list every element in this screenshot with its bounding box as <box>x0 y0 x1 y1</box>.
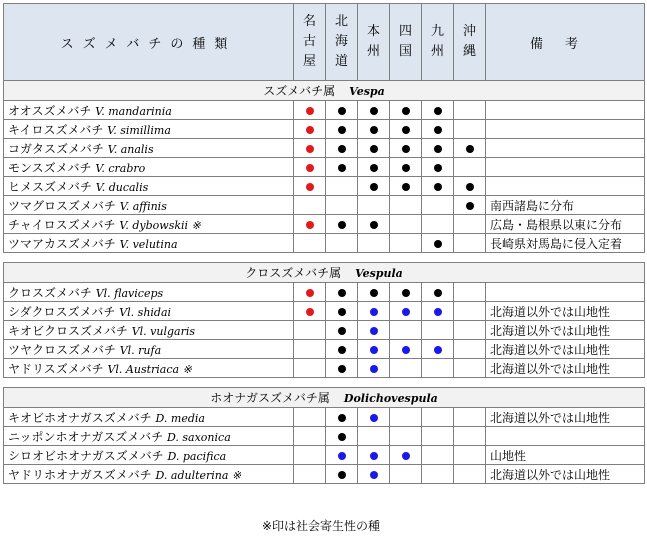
distribution-dot <box>434 107 442 115</box>
distribution-cell <box>390 465 422 484</box>
column-title-species: スズメバチの種類 <box>4 4 294 81</box>
distribution-cell <box>390 446 422 465</box>
distribution-cell <box>294 359 326 378</box>
distribution-cell <box>422 302 454 321</box>
distribution-cell <box>422 158 454 177</box>
species-name: シダクロスズメバチ <box>8 304 120 319</box>
distribution-dot <box>370 365 378 373</box>
distribution-dot <box>434 183 442 191</box>
distribution-cell <box>454 321 486 340</box>
distribution-dot <box>338 164 346 172</box>
genus-latin: Vespa <box>349 85 385 98</box>
genus-latin: Dolichovespula <box>343 392 438 405</box>
distribution-dot <box>306 145 314 153</box>
species-name: キオビホオナガスズメバチ <box>8 410 156 425</box>
distribution-dot <box>434 126 442 134</box>
distribution-cell <box>326 465 358 484</box>
remark-cell: 山地性 <box>486 446 645 465</box>
distribution-cell <box>358 427 390 446</box>
distribution-dot <box>370 327 378 335</box>
species-row <box>4 177 645 196</box>
column-region <box>454 4 486 81</box>
species-name: キオビクロスズメバチ <box>8 323 132 338</box>
distribution-dot <box>434 289 442 297</box>
distribution-cell <box>422 427 454 446</box>
distribution-dot <box>466 183 474 191</box>
distribution-cell <box>358 283 390 302</box>
distribution-cell <box>422 215 454 234</box>
distribution-dot <box>370 183 378 191</box>
distribution-cell <box>454 465 486 484</box>
distribution-cell <box>358 196 390 215</box>
distribution-cell <box>294 234 326 253</box>
species-table <box>3 3 645 484</box>
region-label: 沖 縄 <box>462 24 476 59</box>
distribution-dot <box>306 164 314 172</box>
column-note: 備考 <box>486 4 645 81</box>
distribution-cell <box>358 177 390 196</box>
species-row <box>4 321 645 340</box>
genus-name: ホオナガスズメバチ属 <box>210 391 330 405</box>
remark-cell: 北海道以外では山地性 <box>486 359 645 378</box>
distribution-cell <box>454 427 486 446</box>
species-scientific-name: V. crabro <box>95 161 146 175</box>
species-row <box>4 120 645 139</box>
species-row <box>4 283 645 302</box>
species-name: ヒメスズメバチ <box>8 179 96 194</box>
remark-cell: 南西諸島に分布 <box>486 196 645 215</box>
distribution-cell <box>358 446 390 465</box>
species-name: ツヤクロスズメバチ <box>8 342 120 357</box>
species-name: ヤドリホオナガスズメバチ <box>8 467 156 482</box>
distribution-dot <box>338 471 346 479</box>
distribution-cell <box>454 196 486 215</box>
distribution-cell <box>294 427 326 446</box>
species-scientific-name: V. velutina <box>119 237 178 251</box>
region-label: 四 国 <box>398 24 412 59</box>
header-row <box>4 4 645 81</box>
distribution-cell <box>390 283 422 302</box>
genus-cell <box>4 388 645 408</box>
distribution-dot <box>434 164 442 172</box>
distribution-dot <box>338 365 346 373</box>
species-scientific-name: D. saxonica <box>166 430 231 444</box>
species-name: チャイロスズメバチ <box>8 217 120 232</box>
spacer-cell <box>4 378 645 388</box>
species-scientific-name: V. dybowskii ※ <box>119 218 201 232</box>
distribution-cell <box>454 120 486 139</box>
distribution-cell <box>390 196 422 215</box>
species-name-cell <box>4 427 294 446</box>
distribution-dot <box>338 145 346 153</box>
species-name-cell <box>4 234 294 253</box>
species-scientific-name: Vl. rufa <box>119 343 162 357</box>
distribution-dot <box>402 145 410 153</box>
distribution-cell <box>454 101 486 120</box>
genus-row <box>4 263 645 283</box>
distribution-cell <box>422 446 454 465</box>
remark-cell: 北海道以外では山地性 <box>486 408 645 427</box>
distribution-cell <box>454 234 486 253</box>
distribution-dot <box>434 145 442 153</box>
distribution-cell <box>358 215 390 234</box>
genus-cell <box>4 263 645 283</box>
distribution-cell <box>454 283 486 302</box>
distribution-cell <box>390 139 422 158</box>
distribution-cell <box>454 359 486 378</box>
distribution-dot <box>370 308 378 316</box>
distribution-dot <box>466 145 474 153</box>
distribution-dot <box>402 452 410 460</box>
distribution-cell <box>326 283 358 302</box>
remark-cell: 北海道以外では山地性 <box>486 465 645 484</box>
species-row <box>4 359 645 378</box>
distribution-cell <box>294 321 326 340</box>
distribution-cell <box>390 302 422 321</box>
distribution-dot <box>402 308 410 316</box>
species-row <box>4 158 645 177</box>
distribution-cell <box>422 139 454 158</box>
region-label: 本 州 <box>366 24 380 59</box>
distribution-cell <box>294 465 326 484</box>
species-name: クロスズメバチ <box>8 285 96 300</box>
species-row <box>4 427 645 446</box>
distribution-cell <box>390 234 422 253</box>
genus-name: スズメバチ属 <box>263 84 336 98</box>
species-name-cell <box>4 196 294 215</box>
distribution-dot <box>370 107 378 115</box>
distribution-cell <box>358 101 390 120</box>
distribution-cell <box>422 321 454 340</box>
distribution-cell <box>454 446 486 465</box>
column-region <box>326 4 358 81</box>
distribution-cell <box>294 408 326 427</box>
species-name-cell <box>4 101 294 120</box>
distribution-cell <box>390 158 422 177</box>
group-spacer <box>4 378 645 388</box>
column-region <box>294 4 326 81</box>
distribution-dot <box>370 414 378 422</box>
distribution-dot <box>338 414 346 422</box>
species-scientific-name: V. affinis <box>119 199 167 213</box>
species-row <box>4 234 645 253</box>
distribution-dot <box>370 289 378 297</box>
distribution-dot <box>306 107 314 115</box>
species-scientific-name: V. simillima <box>107 123 171 137</box>
distribution-cell <box>390 408 422 427</box>
species-scientific-name: V. ducalis <box>95 180 149 194</box>
distribution-dot <box>338 327 346 335</box>
distribution-cell <box>358 408 390 427</box>
group-spacer <box>4 253 645 263</box>
distribution-dot <box>338 107 346 115</box>
species-name-cell <box>4 340 294 359</box>
species-scientific-name: V. analis <box>107 142 154 156</box>
species-name-cell <box>4 465 294 484</box>
distribution-dot <box>402 164 410 172</box>
distribution-cell <box>390 340 422 359</box>
distribution-cell <box>358 302 390 321</box>
distribution-dot <box>306 289 314 297</box>
distribution-cell <box>454 215 486 234</box>
distribution-cell <box>422 101 454 120</box>
distribution-cell <box>358 340 390 359</box>
genus-cell <box>4 81 645 101</box>
species-name: ヤドリスズメバチ <box>8 361 108 376</box>
distribution-cell <box>294 120 326 139</box>
distribution-dot <box>338 433 346 441</box>
remark-cell <box>486 177 645 196</box>
distribution-dot <box>402 126 410 134</box>
distribution-cell <box>454 177 486 196</box>
column-region <box>390 4 422 81</box>
remark-cell: 北海道以外では山地性 <box>486 321 645 340</box>
distribution-cell <box>326 302 358 321</box>
species-row <box>4 446 645 465</box>
distribution-dot <box>370 346 378 354</box>
distribution-dot <box>370 221 378 229</box>
species-name: コガタスズメバチ <box>8 141 108 156</box>
distribution-dot <box>370 452 378 460</box>
species-name: シロオビホオナガスズメバチ <box>8 448 168 463</box>
species-name: キイロスズメバチ <box>8 122 108 137</box>
distribution-cell <box>326 321 358 340</box>
distribution-dot <box>306 126 314 134</box>
species-name-cell <box>4 359 294 378</box>
distribution-cell <box>326 215 358 234</box>
distribution-cell <box>326 120 358 139</box>
distribution-cell <box>422 340 454 359</box>
distribution-cell <box>422 177 454 196</box>
region-label: 名 古 屋 <box>302 14 316 69</box>
distribution-cell <box>422 196 454 215</box>
species-row <box>4 139 645 158</box>
distribution-dot <box>402 183 410 191</box>
distribution-cell <box>454 302 486 321</box>
distribution-cell <box>358 321 390 340</box>
species-name-cell <box>4 215 294 234</box>
species-name-cell <box>4 446 294 465</box>
genus-row <box>4 81 645 101</box>
species-name: ニッポンホオナガスズメバチ <box>8 429 167 444</box>
distribution-cell <box>326 177 358 196</box>
species-name: ツマアカスズメバチ <box>8 236 120 251</box>
remark-cell: 広島・島根県以東に分布 <box>486 215 645 234</box>
remark-cell <box>486 283 645 302</box>
species-row <box>4 196 645 215</box>
distribution-cell <box>294 302 326 321</box>
distribution-dot <box>306 221 314 229</box>
distribution-cell <box>294 340 326 359</box>
species-row <box>4 408 645 427</box>
species-scientific-name: Vl. shidai <box>119 305 172 319</box>
species-name: オオスズメバチ <box>8 103 96 118</box>
distribution-cell <box>390 321 422 340</box>
species-scientific-name: V. mandarinia <box>95 104 172 118</box>
distribution-cell <box>454 158 486 177</box>
genus-latin: Vespula <box>355 267 403 280</box>
distribution-cell <box>326 101 358 120</box>
distribution-cell <box>294 446 326 465</box>
distribution-cell <box>358 158 390 177</box>
table-body <box>4 81 645 484</box>
distribution-cell <box>454 408 486 427</box>
distribution-cell <box>358 234 390 253</box>
distribution-cell <box>326 158 358 177</box>
distribution-dot <box>434 346 442 354</box>
distribution-cell <box>422 465 454 484</box>
remark-cell: 北海道以外では山地性 <box>486 340 645 359</box>
distribution-dot <box>338 346 346 354</box>
distribution-cell <box>294 158 326 177</box>
distribution-cell <box>422 234 454 253</box>
species-scientific-name: Vl. Austriaca ※ <box>107 362 192 376</box>
distribution-dot <box>434 308 442 316</box>
species-scientific-name: Vl. vulgaris <box>131 324 195 338</box>
distribution-dot <box>402 289 410 297</box>
species-name-cell <box>4 302 294 321</box>
distribution-cell <box>294 101 326 120</box>
species-scientific-name: D. pacifica <box>167 449 227 463</box>
distribution-cell <box>326 446 358 465</box>
species-name-cell <box>4 139 294 158</box>
remark-cell <box>486 427 645 446</box>
distribution-dot <box>338 308 346 316</box>
remark-cell: 北海道以外では山地性 <box>486 302 645 321</box>
distribution-dot <box>402 107 410 115</box>
distribution-dot <box>338 221 346 229</box>
distribution-dot <box>466 202 474 210</box>
distribution-dot <box>306 308 314 316</box>
species-row <box>4 465 645 484</box>
footnote: ※印は社会寄生性の種 <box>262 519 381 533</box>
species-name-cell <box>4 408 294 427</box>
distribution-cell <box>326 234 358 253</box>
distribution-cell <box>422 359 454 378</box>
distribution-dot <box>306 183 314 191</box>
distribution-dot <box>370 126 378 134</box>
distribution-cell <box>390 427 422 446</box>
distribution-cell <box>422 120 454 139</box>
species-name-cell <box>4 120 294 139</box>
genus-name: クロスズメバチ属 <box>245 266 342 280</box>
distribution-cell <box>390 359 422 378</box>
column-region <box>422 4 454 81</box>
distribution-cell <box>358 139 390 158</box>
distribution-cell <box>294 139 326 158</box>
remark-cell <box>486 139 645 158</box>
distribution-dot <box>402 346 410 354</box>
distribution-dot <box>434 240 442 248</box>
distribution-cell <box>358 465 390 484</box>
distribution-cell <box>454 139 486 158</box>
distribution-cell <box>326 359 358 378</box>
species-row <box>4 340 645 359</box>
spacer-cell <box>4 253 645 263</box>
remark-cell <box>486 158 645 177</box>
column-region <box>358 4 390 81</box>
distribution-cell <box>326 408 358 427</box>
distribution-cell <box>326 427 358 446</box>
distribution-cell <box>390 215 422 234</box>
species-scientific-name: D. media <box>155 411 205 425</box>
species-name-cell <box>4 177 294 196</box>
remark-cell <box>486 101 645 120</box>
species-scientific-name: Vl. flaviceps <box>95 286 164 300</box>
distribution-cell <box>294 215 326 234</box>
species-scientific-name: D. adulterina ※ <box>155 468 242 482</box>
remark-cell: 長崎県対馬島に侵入定着 <box>486 234 645 253</box>
distribution-cell <box>294 177 326 196</box>
distribution-cell <box>326 340 358 359</box>
distribution-cell <box>422 408 454 427</box>
species-name: ツマグロスズメバチ <box>8 198 120 213</box>
species-name: モンスズメバチ <box>8 160 96 175</box>
species-name-cell <box>4 158 294 177</box>
species-row <box>4 215 645 234</box>
distribution-cell <box>294 196 326 215</box>
region-label: 九 州 <box>430 24 444 59</box>
distribution-dot <box>338 289 346 297</box>
distribution-cell <box>326 139 358 158</box>
genus-row <box>4 388 645 408</box>
distribution-cell <box>390 101 422 120</box>
distribution-cell <box>358 120 390 139</box>
species-name-cell <box>4 321 294 340</box>
distribution-dot <box>370 164 378 172</box>
distribution-cell <box>326 196 358 215</box>
distribution-cell <box>358 359 390 378</box>
distribution-cell <box>454 340 486 359</box>
distribution-dot <box>338 452 346 460</box>
distribution-cell <box>422 283 454 302</box>
region-label: 北 海 道 <box>334 14 348 69</box>
distribution-dot <box>370 471 378 479</box>
species-row <box>4 302 645 321</box>
distribution-cell <box>390 177 422 196</box>
species-row <box>4 101 645 120</box>
species-name-cell <box>4 283 294 302</box>
distribution-cell <box>390 120 422 139</box>
remark-cell <box>486 120 645 139</box>
distribution-dot <box>338 126 346 134</box>
distribution-dot <box>370 145 378 153</box>
distribution-cell <box>294 283 326 302</box>
